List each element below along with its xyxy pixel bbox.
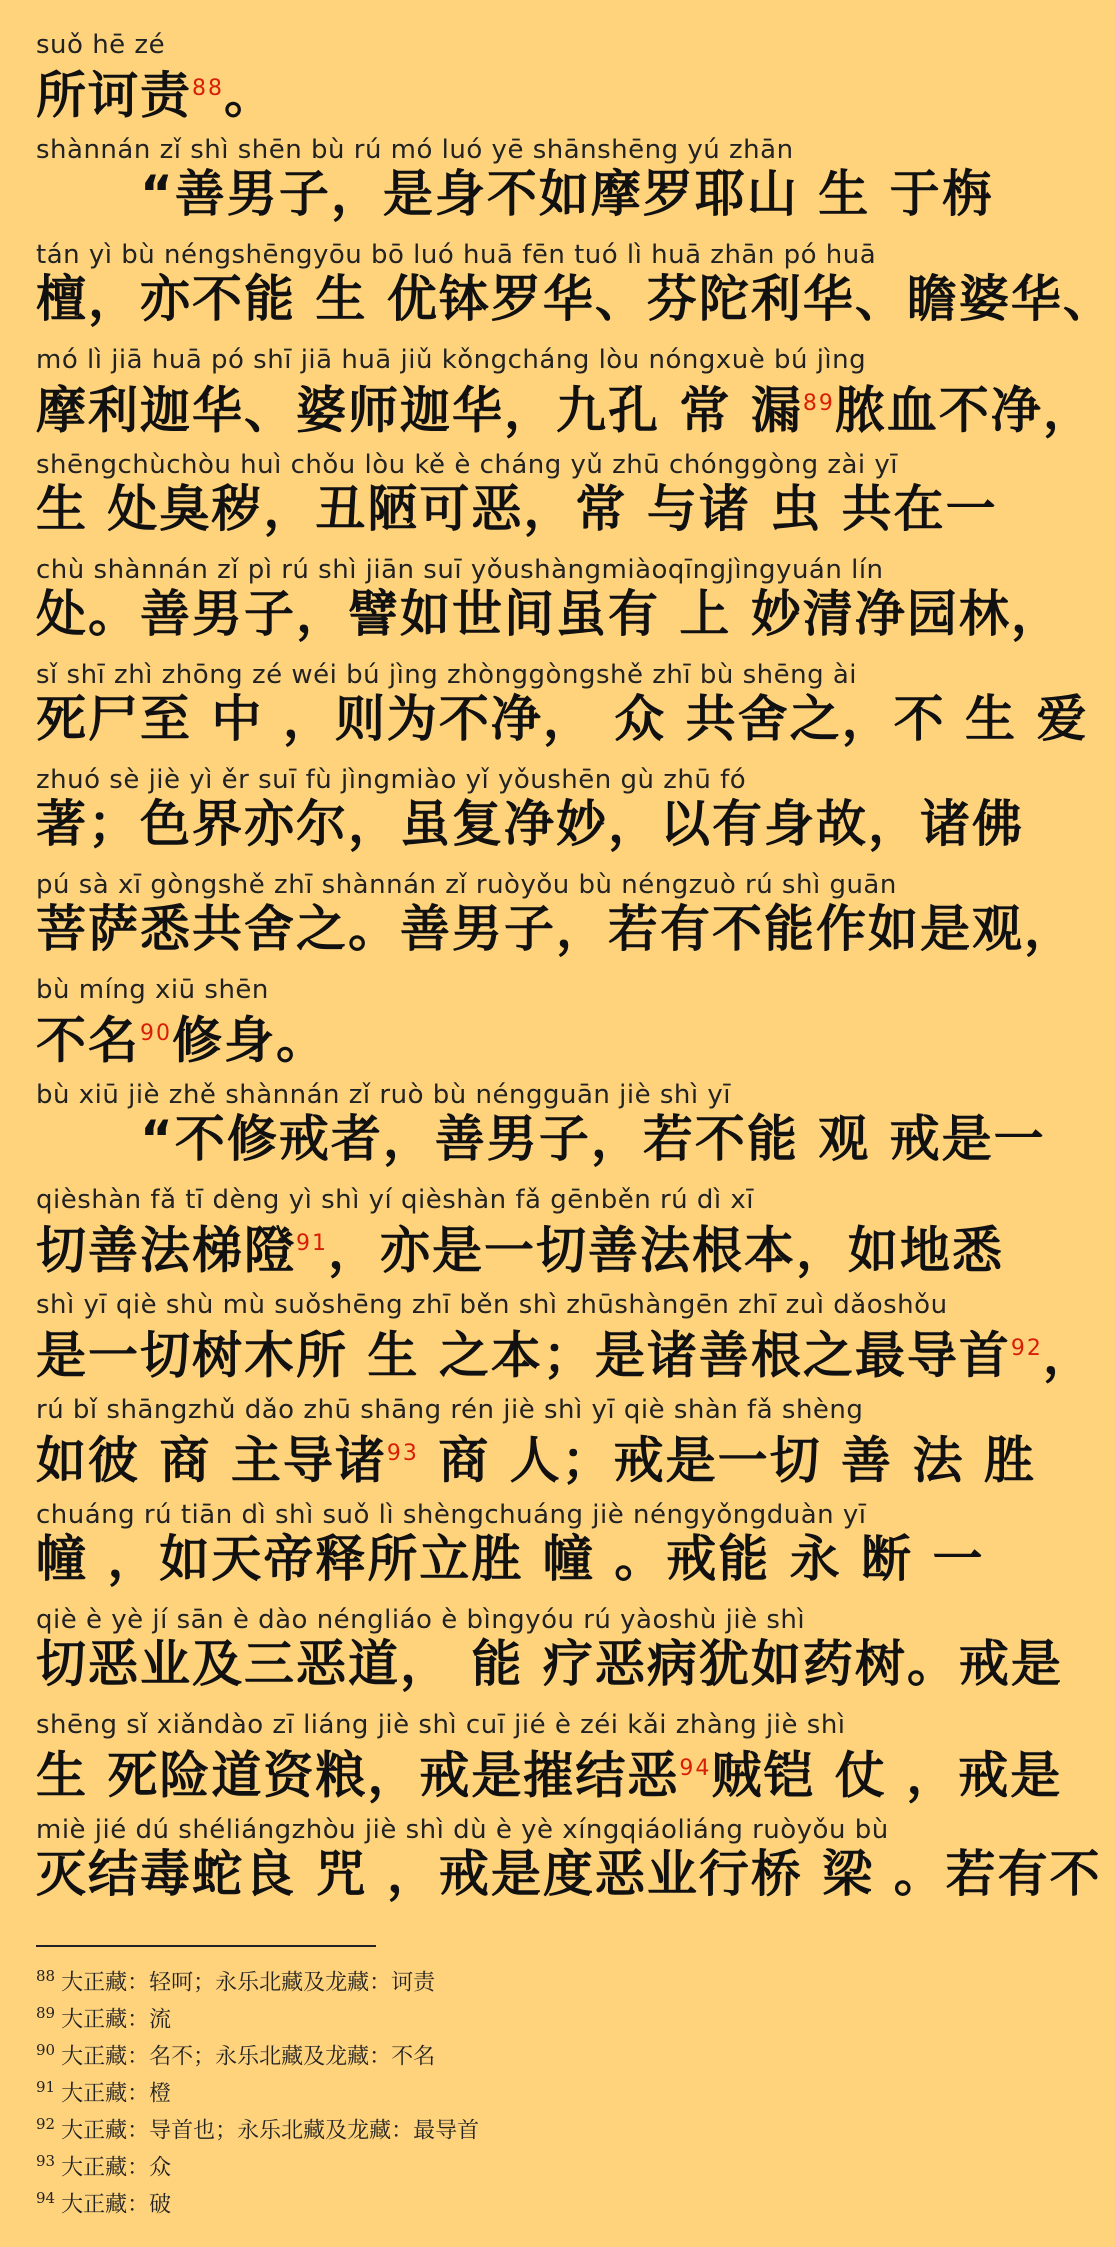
footnote-text: 大正藏：名不；永乐北藏及龙藏：不名: [61, 2044, 436, 2070]
hanzi-text-tail: 脓血不净，: [834, 381, 1095, 440]
pinyin-line: pú sà xī gòngshě zhī shànnán zǐ ruòyǒu bù néngzuò rú shì guān: [36, 870, 897, 900]
hanzi-line: [36, 900, 1076, 960]
hanzi-line: [36, 270, 1115, 330]
hanzi-line: [36, 1215, 1062, 1280]
pinyin-line: chù shànnán zǐ pì rú shì jiān suī yǒushàngmiàoqīngjìngyuán lín: [36, 555, 884, 585]
pinyin-line: miè jié dú shéliángzhòu jiè shì dù è yè xíngqiáoliáng ruòyǒu bù: [36, 1815, 889, 1845]
footnote-marker[interactable]: 89: [802, 391, 835, 416]
hanzi-line: [36, 1425, 1062, 1490]
hanzi-text: 处。善男子，譬如世间虽有 上 妙清净园林，: [36, 585, 1063, 643]
footnote-marker[interactable]: 93: [386, 1441, 419, 1466]
footnote-divider: [36, 1945, 376, 1947]
footnote-number: 90: [36, 2041, 56, 2059]
hanzi-line: [36, 60, 1062, 125]
footnote-marker[interactable]: 88: [192, 76, 224, 101]
hanzi-line: [36, 585, 1062, 645]
footnote-number: 91: [36, 2078, 56, 2096]
pinyin-line: chuáng rú tiān dì shì suǒ lì shèngchuáng jiè néngyǒngduàn yī: [36, 1500, 867, 1530]
hanzi-text-tail: 。: [224, 66, 276, 125]
hanzi-text: 死尸至 中 ，则为不净， 众 共舍之，不 生 爱: [36, 690, 1089, 748]
hanzi-text: 摩利迦华、婆师迦华，九孔 常 漏: [36, 381, 803, 440]
pinyin-line: qièshàn fǎ tī dèng yì shì yí qièshàn fǎ gēnběn rú dì xī: [36, 1185, 754, 1215]
hanzi-text: “善男子，是身不如摩罗耶山 生 于栴: [36, 165, 994, 223]
hanzi-line: [36, 1530, 1062, 1590]
footnote-number: 92: [36, 2115, 56, 2133]
footnote-marker[interactable]: 91: [296, 1231, 328, 1256]
footnote-text: 大正藏：导首也；永乐北藏及龙藏：最导首: [61, 2118, 480, 2144]
hanzi-line: [36, 375, 1095, 440]
hanzi-line: [36, 480, 1062, 540]
hanzi-line: [36, 1110, 1062, 1170]
hanzi-text: 不名: [36, 1011, 140, 1070]
pinyin-line: rú bǐ shāngzhǔ dǎo zhū shāng rén jiè shì yī qiè shàn fǎ shèng: [36, 1395, 864, 1425]
pinyin-line: sǐ shī zhì zhōng zé wéi bú jìng zhònggòngshě zhī bù shēng ài: [36, 660, 858, 690]
pinyin-line: qiè è yè jí sān è dào néngliáo è bìngyóu rú yàoshù jiè shì: [36, 1605, 806, 1635]
hanzi-text: “不修戒者，善男子，若不能 观 戒是一: [36, 1110, 1046, 1168]
footnote-marker[interactable]: 90: [140, 1021, 172, 1046]
footnote-number: 94: [36, 2189, 56, 2207]
hanzi-line: [36, 795, 1062, 855]
hanzi-text: 幢 ，如天帝释所立胜 幢 。戒能 永 断 一: [36, 1530, 985, 1588]
pinyin-line: bù míng xiū shēn: [36, 975, 269, 1005]
footnote-text: 大正藏：众: [61, 2155, 172, 2181]
pinyin-line: bù xiū jiè zhě shànnán zǐ ruò bù néngguān jiè shì yī: [36, 1080, 731, 1110]
hanzi-line: [36, 1005, 1062, 1070]
hanzi-text: 著；色界亦尔，虽复净妙，以有身故，诸佛: [36, 795, 1024, 853]
footnote-text: 大正藏：破: [61, 2192, 172, 2218]
hanzi-text-tail: 修身。: [172, 1011, 328, 1070]
pinyin-line: shànnán zǐ shì shēn bù rú mó luó yē shānshēng yú zhān: [36, 135, 794, 165]
hanzi-line: [36, 1740, 1063, 1805]
hanzi-text-tail: ，: [1042, 1326, 1095, 1385]
hanzi-text: 檀，亦不能 生 优钵罗华、芬陀利华、瞻婆华、: [36, 270, 1115, 328]
footnote-text: 大正藏：橙: [61, 2081, 172, 2107]
hanzi-text: 是一切树木所 生 之本；是诸善根之最导首: [36, 1326, 1011, 1385]
pinyin-line: mó lì jiā huā pó shī jiā huā jiǔ kǒngcháng lòu nóngxuè bú jìng: [36, 345, 867, 375]
pinyin-line: zhuó sè jiè yì ěr suī fù jìngmiào yǐ yǒushēn gù zhū fó: [36, 765, 747, 795]
footnote-marker[interactable]: 94: [679, 1756, 712, 1781]
hanzi-text: 如彼 商 主导诸: [36, 1431, 387, 1490]
pinyin-line: shēng sǐ xiǎndào zī liáng jiè shì cuī jié è zéi kǎi zhàng jiè shì: [36, 1710, 846, 1740]
footnote-text: 大正藏：流: [61, 2007, 172, 2033]
hanzi-text: 切恶业及三恶道， 能 疗恶病犹如药树。戒是: [36, 1635, 1063, 1693]
footnote: [36, 2180, 171, 2223]
footnote-marker[interactable]: 92: [1010, 1336, 1043, 1361]
hanzi-text-tail: 商 人；戒是一切 善 法 胜: [418, 1431, 1036, 1490]
footnote-text: 大正藏：轻呵；永乐北藏及龙藏：诃责: [61, 1970, 436, 1996]
hanzi-text: 菩萨悉共舍之。善男子，若有不能作如是观，: [36, 900, 1076, 958]
hanzi-text: 所诃责: [36, 66, 192, 125]
hanzi-text-tail: ，亦是一切善法根本，如地悉: [328, 1221, 1004, 1280]
footnote-number: 88: [36, 1967, 56, 1985]
hanzi-line: [36, 690, 1089, 750]
pinyin-line: shēngchùchòu huì chǒu lòu kě è cháng yǔ zhū chónggòng zài yī: [36, 450, 899, 480]
pinyin-line: suǒ hē zé: [36, 30, 166, 60]
hanzi-line: [36, 165, 1062, 225]
hanzi-line: [36, 1845, 1102, 1905]
hanzi-text: 灭结毒蛇良 咒 ，戒是度恶业行桥 梁 。若有不: [36, 1845, 1102, 1903]
hanzi-text: 切善法梯隥: [36, 1221, 296, 1280]
hanzi-line: [36, 1320, 1095, 1385]
hanzi-text-tail: 贼铠 仗 ，戒是: [711, 1746, 1063, 1805]
pinyin-line: shì yī qiè shù mù suǒshēng zhī běn shì zhūshàngēn zhī zuì dǎoshǒu: [36, 1290, 948, 1320]
footnote-number: 93: [36, 2152, 56, 2170]
hanzi-line: [36, 1635, 1062, 1695]
footnote-number: 89: [36, 2004, 56, 2022]
pinyin-line: tán yì bù néngshēngyōu bō luó huā fēn tuó lì huā zhān pó huā: [36, 240, 877, 270]
hanzi-text: 生 处臭秽，丑陋可恶，常 与诸 虫 共在一: [36, 480, 998, 538]
hanzi-text: 生 死险道资粮，戒是摧结恶: [36, 1746, 680, 1805]
